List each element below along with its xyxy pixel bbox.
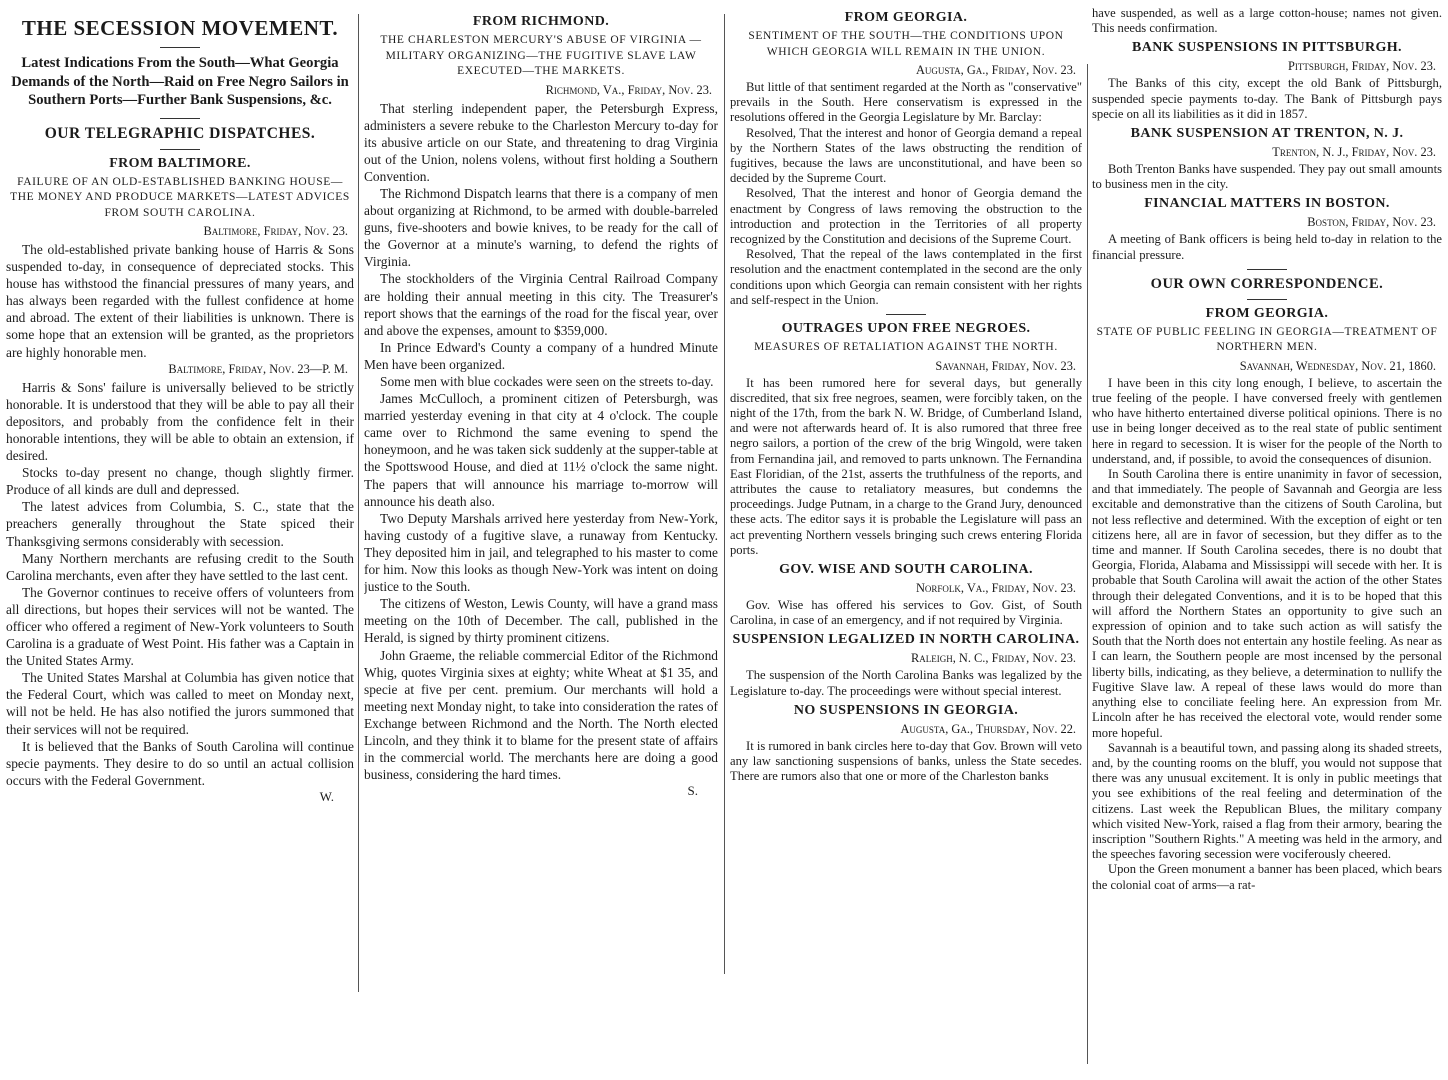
dateline: Norfolk, Va., Friday, Nov. 23. — [915, 580, 1076, 595]
divider — [160, 47, 200, 48]
paragraph: have suspended, as well as a large cotton-house; names not given. This needs confirmation. — [1092, 6, 1442, 36]
section-heading: OUR TELEGRAPHIC DISPATCHES. — [44, 124, 316, 142]
article-heading: BANK SUSPENSIONS IN PITTSBURGH. — [1132, 40, 1402, 56]
resolution: Resolved, That the repeal of the laws contemplated in the first resolution and the enactment contemplated in the second are the only conditions upon which Georgia can remain consistent with her rights and self-respect in the Union. — [730, 247, 1082, 307]
dateline: Baltimore, Friday, Nov. 23—P. M. — [168, 361, 348, 376]
section-heading: OUR OWN CORRESPONDENCE. — [1150, 275, 1384, 292]
divider — [1247, 269, 1287, 270]
article-heading: FINANCIAL MATTERS IN BOSTON. — [1144, 196, 1390, 212]
article-heading: FROM RICHMOND. — [472, 14, 610, 29]
paragraph: In Prince Edward's County a company of a hundred Minute Men have been organized. — [364, 339, 718, 372]
paragraph: Some men with blue cockades were seen on the streets to-day. — [380, 374, 714, 389]
article-subheading: THE CHARLESTON MERCURY'S ABUSE OF VIRGINIA —MILITARY ORGANIZING—THE FUGITIVE SLAVE LAW EXECUTED—THE MARKETS. — [380, 34, 702, 77]
resolution: Resolved, That the interest and honor of Georgia demand a repeal by the Northern States of the laws obstructing the rendition of fugitives, because the laws are unconstitutional, and have been so decided by the Supreme Court. — [730, 125, 1082, 186]
dateline: Boston, Friday, Nov. 23. — [1307, 215, 1436, 230]
dateline: Savannah, Wednesday, Nov. 21, 1860. — [1239, 358, 1436, 373]
column-4 — [1092, 6, 1442, 1080]
article-heading: GOV. WISE AND SOUTH CAROLINA. — [779, 561, 1033, 577]
paragraph: The Richmond Dispatch learns that there is a company of men about organizing at Richmond, to be armed with double-barreled guns, five-shooters and bowie knives, to be ready for the call of the Governor at a minute's warning, to defend the rights of Virginia. — [364, 185, 718, 270]
paragraph: James McCulloch, a prominent citizen of Petersburgh, was married yesterday evening in that city at 4 o'clock. The couple came over to Richmond the same evening to spend the honeymoon, and he was taken sick suddenly at the supper-table at the Spottswood House, and died at 11½ o'clock the same night. The papers that will announce his marriage to-morrow will announce his death also. — [364, 391, 718, 509]
paragraph: The Banks of this city, except the old Bank of Pittsburgh, suspended specie payments to-day. The Bank of Pittsburgh pays specie on all its liabilities as it did in 1857. — [1092, 76, 1442, 121]
signature: S. — [687, 783, 698, 799]
article-subheading: SENTIMENT OF THE SOUTH—THE CONDITIONS UPON WHICH GEORGIA WILL REMAIN IN THE UNION. — [748, 30, 1064, 58]
paragraph: It has been rumored here for several days, but generally discredited, that six free negroes, seamen, were forcibly taken, on the night of the 17th, from the bark N. W. Bridge, of Cumberland Island, and were not afterwards heard of. It is also rumored that three free negro sailors, a portion of the crew of the brig Wingold, were taken from Fernandina jail, and removed to parts unknown. The Fernandina East Floridian, of the 21st, asserts the truthfulness of the reports, and attributes the cause to retaliatory measures, but condemns the proceedings. Judge Putnam, in a charge to the Grand Jury, denounced these acts. The editor says it is probable the Legislature will pass an act preventing Northern vessels bringing such crews entering Florida ports. — [730, 375, 1082, 557]
paragraph: John Graeme, the reliable commercial Editor of the Richmond Whig, quotes Virginia sixes at eighty; white Wheat at $1 35, and specie at five per cent. premium. Our merchants will hold a meeting next Monday night, to take into consideration the rates of Exchange between Richmond and the North. The North elected Lincoln, and they think it to blame for the present state of affairs in the commercial world. The merchants here are doing a good business, considering the hard times. — [364, 647, 718, 783]
dateline: Richmond, Va., Friday, Nov. 23. — [545, 82, 712, 97]
article-subheading: STATE OF PUBLIC FEELING IN GEORGIA—TREATMENT OF NORTHERN MEN. — [1096, 325, 1438, 354]
paragraph: Many Northern merchants are refusing credit to the South Carolina merchants, even after they have settled to the last cent. — [6, 550, 354, 583]
article-heading: SUSPENSION LEGALIZED IN NORTH CAROLINA. — [732, 632, 1080, 648]
article-heading: OUTRAGES UPON FREE NEGROES. — [781, 321, 1031, 337]
divider — [1247, 299, 1287, 300]
column-3 — [730, 6, 1082, 1076]
paragraph: Upon the Green monument a banner has been placed, which bears the colonial coat of arms—a rat- — [1092, 862, 1442, 892]
paragraph: The stockholders of the Virginia Central Railroad Company are holding their annual meeting in this city. The Treasurer's report shows that the earnings of the road for the fiscal year, over and above the expenses, amount to $359,000. — [364, 271, 718, 338]
dateline: Savannah, Friday, Nov. 23. — [935, 358, 1076, 373]
dateline: Pittsburgh, Friday, Nov. 23. — [1288, 59, 1436, 74]
paragraph: But little of that sentiment regarded at the North as "conservative" prevails in the South. Here conservatism is expressed in the resolutions offered in the Georgia Legislature by Mr. Barclay: — [730, 80, 1082, 125]
dateline: Baltimore, Friday, Nov. 23. — [203, 224, 348, 238]
divider — [160, 118, 200, 119]
article-heading: FROM GEORGIA. — [1205, 305, 1329, 321]
paragraph: In South Carolina there is entire unanimity in favor of secession, and that immediately. The people of Savannah and Georgia are less excitable and demonstrative than the citizens of South Carolina, but not less reflective and determined. With the exception of eight or ten citizens here, all are in favor of secession, but they differ as to the time and manner. If South Carolina secedes, there is no doubt that Georgia, Florida, Alabama and Mississippi will secede with her. It is probable that South Carolina will await the action of the other States through their delegated Conventions, and it is to be hoped that this will afford the Northern States an opportunity to give such an expression of opinion and to take such action as will satisfy the South that the North does not entertain any hostile feeling. As near as I can learn, the Southern people are most incensed by the personal liberty bills, indicating, as they believe, a determination to nullify the Fugitive Slave law. A repeal of these laws would do more than anything else to conciliate feeling here. An expression from Mr. Lincoln after he has received the electoral vote, would render some more hopeful. — [1092, 467, 1442, 740]
headline-deck: Latest Indications From the South—What Georgia Demands of the North—Raid on Free Negro Sailors in Southern Ports—Further Bank Suspensions, &c. — [11, 55, 349, 108]
resolution: Resolved, That the interest and honor of Georgia demand the enactment by Congress of laws removing the obstruction to the introduction and protection in the Territories of all property recognized by the Constitution and decisions of the Supreme Court. — [730, 186, 1082, 247]
signature: W. — [319, 788, 334, 804]
dateline: Raleigh, N. C., Friday, Nov. 23. — [910, 651, 1076, 666]
paragraph: The Governor continues to receive offers of volunteers from all directions, but hopes their services will not be wanted. The officer who offered a regiment of New-York volunteers to South Carolina is a graduate of West Point. His father was a Captain in the United States Army. — [6, 584, 354, 669]
article-subheading: MEASURES OF RETALIATION AGAINST THE NORTH. — [754, 341, 1058, 354]
paragraph: Savannah is a beautiful town, and passing along its shaded streets, and, by the counting rooms on the bluff, you would not suppose that there was any unusual excitement. It is only in public meetings that you see exhibitions of the real feeling and determination of the citizens. Last week the Republican Blues, the military company which visited New-York, raised a flag from their armory, bearing the inscription "Southern Rights." A meeting was held in the armory, and the speeches favoring secession were vociferously cheered. — [1092, 740, 1442, 862]
main-headline: THE SECESSION MOVEMENT. — [21, 16, 339, 40]
paragraph: Both Trenton Banks have suspended. They pay out small amounts to business men in the city. — [1092, 162, 1442, 192]
column-2 — [364, 6, 718, 976]
article-subheading: FAILURE OF AN OLD-ESTABLISHED BANKING HOUSE—THE MONEY AND PRODUCE MARKETS—LATEST ADVICES FROM SOUTH CAROLINA. — [10, 175, 350, 219]
paragraph: It is rumored in bank circles here to-day that Gov. Brown will veto any law sanctioning suspensions of banks, unless the State secedes. There are rumors also that one or more of the Charleston banks — [730, 738, 1082, 784]
paragraph: A meeting of Bank officers is being held to-day in relation to the financial pressure. — [1092, 232, 1442, 262]
column-rule — [724, 14, 725, 974]
paragraph: Stocks to-day present no change, though slightly firmer. Produce of all kinds are dull and depressed. — [6, 465, 354, 498]
divider — [886, 314, 926, 315]
paragraph: The old-established private banking house of Harris & Sons suspended to-day, in consequence of depreciated stocks. This house has withstood the financial pressures of many years, and has always been regarded with the fullest confidence at home and abroad. The extent of their liabilities is unknown. There is some hope that an extension will be granted, as the proprietors are highly honorable men. — [6, 242, 354, 360]
paragraph: The latest advices from Columbia, S. C., state that the preachers generally throughout the State spiced their Thanksgiving sermons considerably with secession. — [6, 499, 354, 549]
column-rule — [1087, 64, 1088, 1064]
paragraph: That sterling independent paper, the Petersburgh Express, administers a severe rebuke to the Charleston Mercury to-day for its abusive article on our State, and threatening to drag Virginia out of the Union, nolens volens, without first holding a Southern Convention. — [364, 100, 718, 184]
column-1 — [6, 6, 354, 990]
article-heading: FROM GEORGIA. — [844, 10, 968, 25]
paragraph: I have been in this city long enough, I believe, to ascertain the true feeling of the people. I have conversed freely with gentlemen who have hitherto entertained diverse political opinions. There is no use in being longer deceived as to the real state of public sentiment here in regard to secession. It is wiser for the people of the North to understand, and, if possible, to avoid the consequences of disunion. — [1092, 375, 1442, 466]
paragraph: The United States Marshal at Columbia has given notice that the Federal Court, which was called to meet on Monday next, will not be held. He has also notified the jurors summoned that their services will not be required. — [6, 670, 354, 737]
article-heading: NO SUSPENSIONS IN GEORGIA. — [793, 702, 1019, 718]
paragraph: Two Deputy Marshals arrived here yesterday from New-York, having custody of a fugitive slave, a runaway from Kentucky. They deposited him in jail, and telegraphed to his master to come for him. Now this looks as though New-York was intent on doing justice to the South. — [364, 510, 718, 595]
paragraph: The citizens of Weston, Lewis County, will have a grand mass meeting on the 10th of December. The call, published in the Herald, is signed by thirty prominent citizens. — [364, 596, 718, 646]
article-heading: BANK SUSPENSION AT TRENTON, N. J. — [1130, 126, 1404, 142]
article-heading: FROM BALTIMORE. — [109, 155, 251, 171]
paragraph: Gov. Wise has offered his services to Gov. Gist, of South Carolina, in case of an emergency, and if not required by Virginia. — [730, 597, 1082, 628]
dateline: Augusta, Ga., Friday, Nov. 23. — [915, 63, 1076, 77]
dateline: Trenton, N. J., Friday, Nov. 23. — [1272, 145, 1436, 160]
paragraph: Harris & Sons' failure is universally believed to be strictly honorable. It is understood that they will be able to pay all their depositors, and probably from the confidence felt in their honorable intentions, they will be able to obtain an extension, if desired. — [6, 379, 354, 464]
dateline: Augusta, Ga., Thursday, Nov. 22. — [900, 721, 1076, 736]
column-rule — [358, 14, 359, 992]
divider — [160, 149, 200, 150]
paragraph: It is believed that the Banks of South Carolina will continue specie payments. They desire to do so until an actual collision occurs with the Federal Government. — [6, 738, 354, 788]
paragraph: The suspension of the North Carolina Banks was legalized by the Legislature to-day. The proceedings were without special interest. — [730, 668, 1082, 698]
